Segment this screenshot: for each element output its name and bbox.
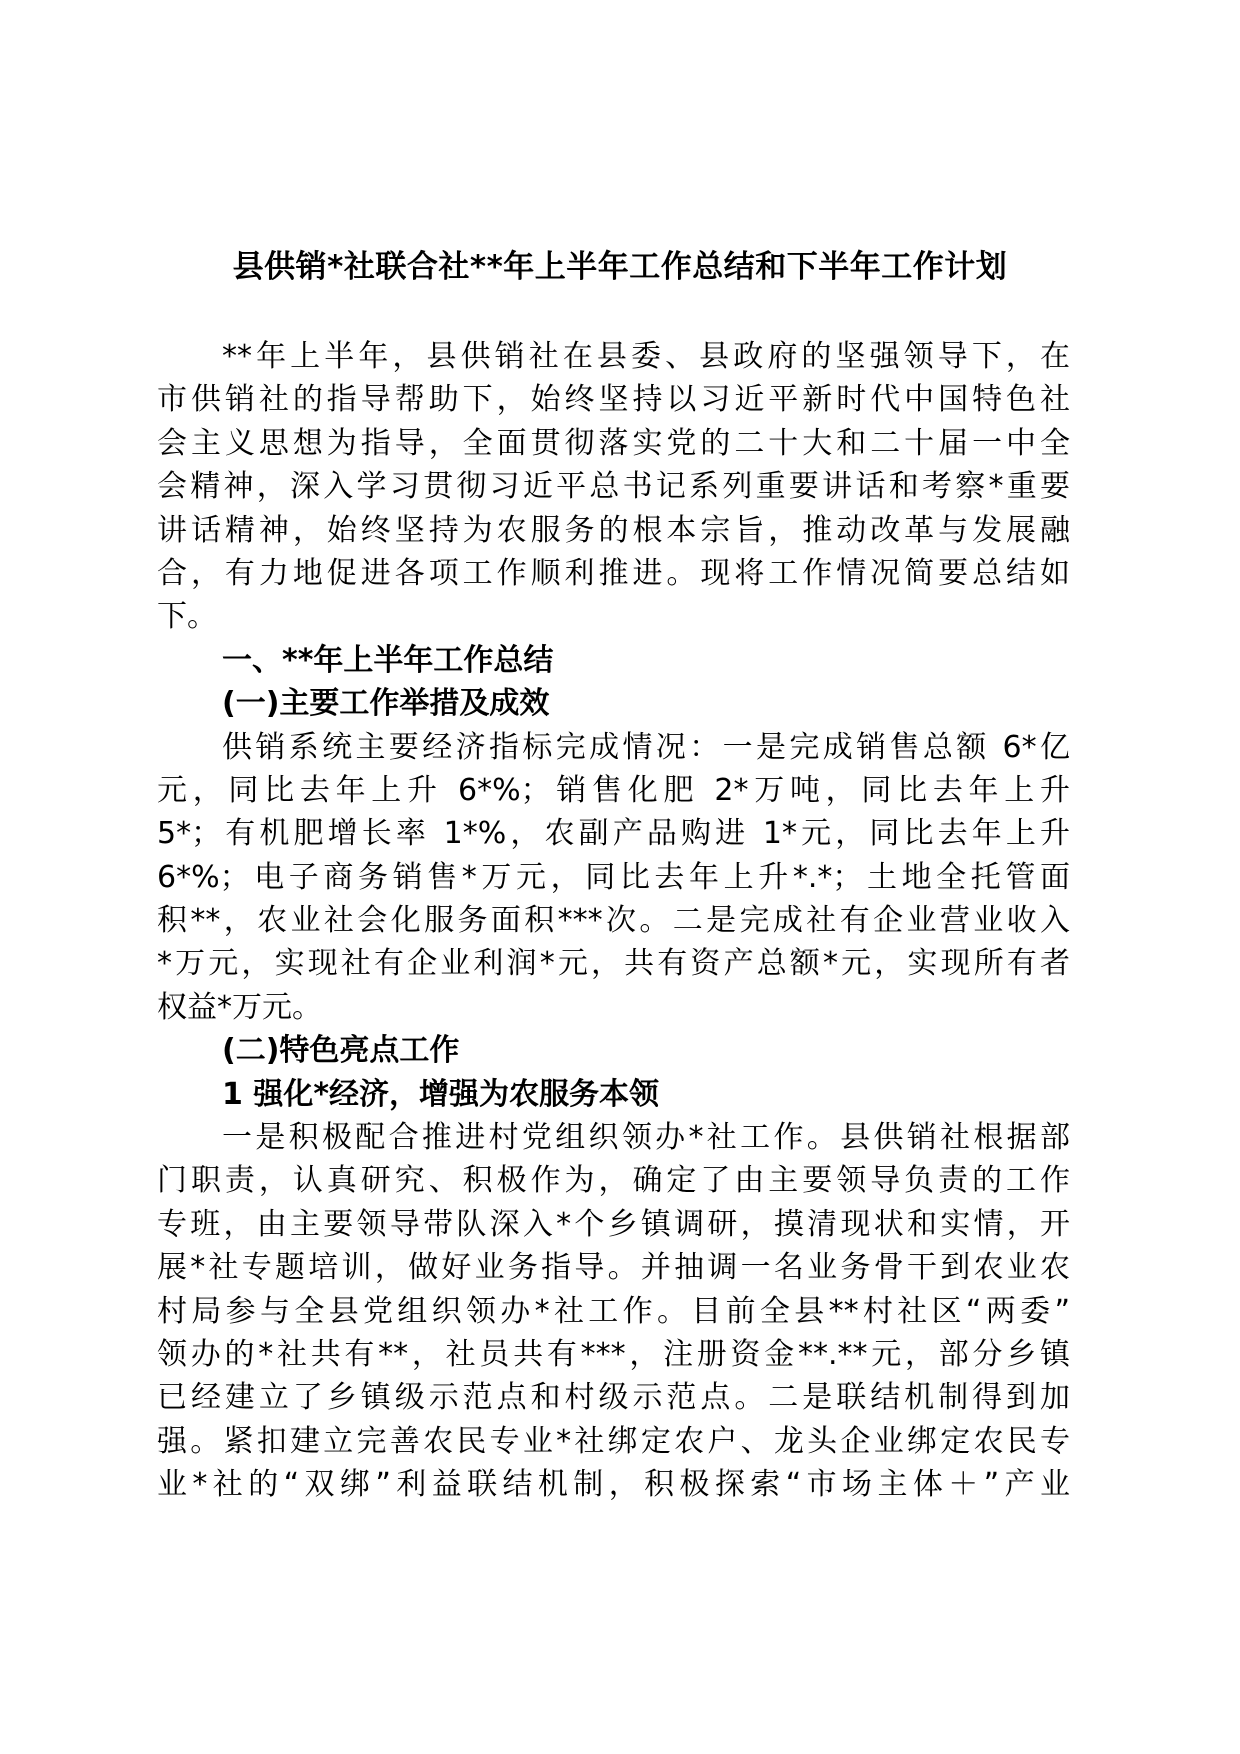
- text-line: 展*社专题培训，做好业务指导。并抽调一名业务骨干到农业农: [157, 1250, 1070, 1286]
- text-line: 5*；有机肥增长率 1*%，农副产品购进 1*元，同比去年上升: [157, 816, 1070, 852]
- text-line: 供销系统主要经济指标完成情况：一是完成销售总额 6*亿: [222, 729, 1070, 765]
- text-line: *万元，实现社有企业利润*元，共有资产总额*元，实现所有者: [157, 946, 1070, 982]
- text-line: 已经建立了乡镇级示范点和村级示范点。二是联结机制得到加: [157, 1380, 1070, 1416]
- text-line: 一是积极配合推进村党组织领办*社工作。县供销社根据部: [222, 1120, 1070, 1156]
- text-line: 元，同比去年上升 6*%；销售化肥 2*万吨，同比去年上升: [157, 772, 1070, 808]
- text-line: 讲话精神，始终坚持为农服务的根本宗旨，推动改革与发展融: [157, 512, 1070, 548]
- text-line: 合，有力地促进各项工作顺利推进。现将工作情况简要总结如: [157, 555, 1070, 591]
- text-line: 下。: [157, 599, 217, 635]
- text-line: 强。紧扣建立完善农民专业*社绑定农户、龙头企业绑定农民专: [157, 1423, 1070, 1459]
- text-line: 会主义思想为指导，全面贯彻落实党的二十大和二十届一中全: [157, 425, 1070, 461]
- text-line: 市供销社的指导帮助下，始终坚持以习近平新时代中国特色社: [157, 382, 1070, 418]
- paragraph-cooperatives: [157, 1116, 1070, 1507]
- text-line: 专班，由主要领导带队深入*个乡镇调研，摸清现状和实情，开: [157, 1206, 1070, 1242]
- text-line: 会精神，深入学习贯彻习近平总书记系列重要讲话和考察*重要: [157, 469, 1070, 505]
- text-line: **年上半年，县供销社在县委、县政府的坚强领导下，在: [222, 339, 1070, 374]
- document-body: [157, 335, 1070, 1507]
- item-heading-1: 1 强化*经济，增强为农服务本领: [222, 1076, 660, 1112]
- text-line: 业*社的“双绑”利益联结机制，积极探索“市场主体＋”产业: [157, 1467, 1070, 1503]
- text-line: 门职责，认真研究、积极作为，确定了由主要领导负责的工作: [157, 1163, 1070, 1199]
- text-line: 权益*万元。: [157, 989, 322, 1025]
- document-title: 县供销*社联合社**年上半年工作总结和下半年工作计划: [232, 249, 1008, 285]
- subsection-heading-2: (二)特色亮点工作: [222, 1033, 460, 1069]
- text-line: 积**，农业社会化服务面积***次。二是完成社有企业营业收入: [157, 903, 1070, 939]
- text-line: 村局参与全县党组织领办*社工作。目前全县**村社区“两委”: [157, 1293, 1070, 1329]
- text-line: 6*%；电子商务销售*万元，同比去年上升*.*；土地全托管面: [157, 859, 1070, 895]
- text-line: 领办的*社共有**，社员共有***，注册资金**.**元，部分乡镇: [157, 1336, 1070, 1372]
- subsection-heading-1: (一)主要工作举措及成效: [222, 686, 550, 722]
- paragraph-indicators: [157, 726, 1070, 1030]
- paragraph-intro: [157, 335, 1070, 639]
- section-heading-1: 一、**年上半年工作总结: [222, 642, 554, 678]
